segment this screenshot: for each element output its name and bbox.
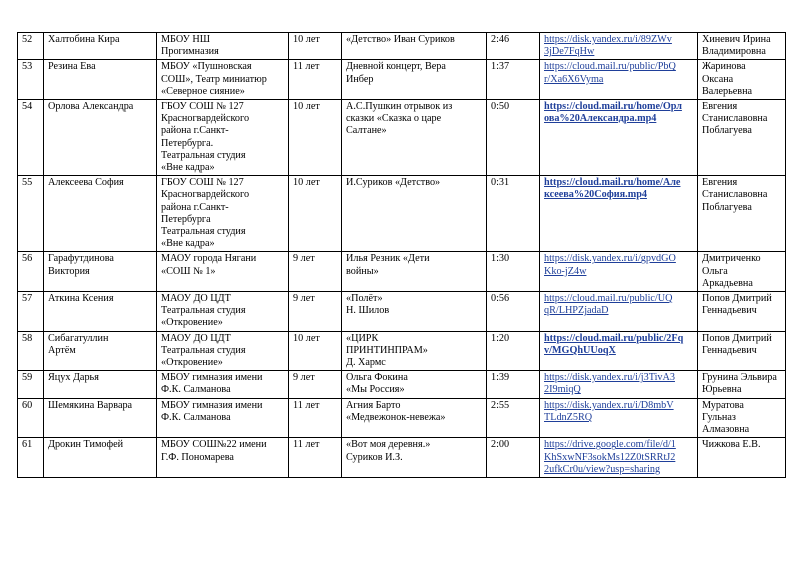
video-link[interactable]: https://cloud.mail.ru/public/2Fq v/MGQhUUoqX (544, 332, 684, 356)
work-title-cell: Агния Барто «Медвежонок-невежа» (342, 398, 487, 438)
duration-cell: 1:39 (487, 371, 540, 398)
teacher-cell: Попов Дмитрий Геннадьевич (698, 331, 786, 371)
video-link-cell[interactable] (540, 60, 698, 100)
work-title-cell: Дневной концерт, Вера Инбер (342, 60, 487, 100)
age-cell: 10 лет (289, 100, 342, 176)
table-body (18, 33, 786, 478)
row-number-cell: 58 (18, 331, 44, 371)
video-link[interactable]: https://cloud.mail.ru/public/UQ qR/LHPZjadaD (544, 293, 673, 317)
teacher-cell: Муратова Гульназ Алмазовна (698, 398, 786, 438)
table-row (18, 60, 786, 100)
school-cell: МБОУ СОШ№22 имени Г.Ф. Пономарева (157, 438, 289, 478)
participant-name-cell: Аткина Ксения (44, 292, 157, 332)
work-title-cell: «Вот моя деревня.» Суриков И.З. (342, 438, 487, 478)
duration-cell: 2:55 (487, 398, 540, 438)
video-link-cell[interactable] (540, 176, 698, 252)
participants-table (17, 32, 786, 478)
table-row (18, 176, 786, 252)
row-number-cell: 59 (18, 371, 44, 398)
teacher-cell: Грунина Эльвира Юрьевна (698, 371, 786, 398)
participant-name-cell: Алексеева София (44, 176, 157, 252)
video-link-cell[interactable] (540, 252, 698, 292)
work-title-cell: И.Суриков «Детство» (342, 176, 487, 252)
teacher-cell: Жаринова Оксана Валерьевна (698, 60, 786, 100)
age-cell: 11 лет (289, 398, 342, 438)
work-title-cell: А.С.Пушкин отрывок из сказки «Сказка о царе Салтане» (342, 100, 487, 176)
work-title-cell: Ольга Фокина «Мы Россия» (342, 371, 487, 398)
participant-name-cell: Дрокин Тимофей (44, 438, 157, 478)
age-cell: 9 лет (289, 292, 342, 332)
school-cell: МБОУ НШ Прогимназия (157, 33, 289, 60)
video-link[interactable]: https://cloud.mail.ru/home/Але ксеева%20София.mp4 (544, 177, 681, 201)
age-cell: 9 лет (289, 371, 342, 398)
age-cell: 10 лет (289, 33, 342, 60)
teacher-cell: Чижкова Е.В. (698, 438, 786, 478)
duration-cell: 1:30 (487, 252, 540, 292)
school-cell: МАОУ ДО ЦДТ Театральная студия «Откровение» (157, 292, 289, 332)
row-number-cell: 56 (18, 252, 44, 292)
row-number-cell: 55 (18, 176, 44, 252)
work-title-cell: Илья Резник «Дети войны» (342, 252, 487, 292)
age-cell: 11 лет (289, 438, 342, 478)
age-cell: 10 лет (289, 331, 342, 371)
work-title-cell: «ЦИРК ПРИНТИНПРАМ» Д. Хармс (342, 331, 487, 371)
video-link-cell[interactable] (540, 371, 698, 398)
table-row (18, 292, 786, 332)
table-row (18, 331, 786, 371)
teacher-cell: Евгения Станиславовна Поблагуева (698, 176, 786, 252)
row-number-cell: 60 (18, 398, 44, 438)
participant-name-cell: Яцух Дарья (44, 371, 157, 398)
video-link[interactable]: https://cloud.mail.ru/home/Орл ова%20Александра.mp4 (544, 101, 682, 125)
duration-cell: 1:37 (487, 60, 540, 100)
teacher-cell: Попов Дмитрий Геннадьевич (698, 292, 786, 332)
school-cell: МАОУ города Нягани «СОШ № 1» (157, 252, 289, 292)
school-cell: МБОУ гимназия имени Ф.К. Салманова (157, 371, 289, 398)
participant-name-cell: Сибагатуллин Артём (44, 331, 157, 371)
age-cell: 10 лет (289, 176, 342, 252)
table-row (18, 100, 786, 176)
work-title-cell: «Полёт» Н. Шилов (342, 292, 487, 332)
duration-cell: 0:50 (487, 100, 540, 176)
table-row (18, 371, 786, 398)
work-title-cell: «Детство» Иван Суриков (342, 33, 487, 60)
participant-name-cell: Резина Ева (44, 60, 157, 100)
duration-cell: 2:00 (487, 438, 540, 478)
video-link[interactable]: https://disk.yandex.ru/i/89ZWv 3jDe7FqHw (544, 34, 672, 58)
participant-name-cell: Шемякина Варвара (44, 398, 157, 438)
duration-cell: 0:56 (487, 292, 540, 332)
video-link-cell[interactable] (540, 33, 698, 60)
video-link[interactable]: https://cloud.mail.ru/public/PbQ r/Xa6X6Vyma (544, 61, 676, 85)
participant-name-cell: Халтобина Кира (44, 33, 157, 60)
table-row (18, 398, 786, 438)
row-number-cell: 54 (18, 100, 44, 176)
age-cell: 11 лет (289, 60, 342, 100)
school-cell: ГБОУ СОШ № 127 Красногвардейского района г.Санкт- Петербурга Театральная студия «Вне кадра» (157, 176, 289, 252)
teacher-cell: Хиневич Ирина Владимировна (698, 33, 786, 60)
video-link-cell[interactable] (540, 398, 698, 438)
video-link[interactable]: https://disk.yandex.ru/i/D8mbV TLdnZ5RQ (544, 399, 674, 423)
duration-cell: 0:31 (487, 176, 540, 252)
row-number-cell: 61 (18, 438, 44, 478)
video-link-cell[interactable] (540, 292, 698, 332)
school-cell: МБОУ «Пушновская СОШ», Театр миниатюр «Северное сияние» (157, 60, 289, 100)
video-link-cell[interactable] (540, 100, 698, 176)
video-link-cell[interactable] (540, 438, 698, 478)
video-link-cell[interactable] (540, 331, 698, 371)
age-cell: 9 лет (289, 252, 342, 292)
school-cell: ГБОУ СОШ № 127 Красногвардейского района г.Санкт- Петербурга. Театральная студия «Вне кадра» (157, 100, 289, 176)
video-link[interactable]: https://disk.yandex.ru/i/j3TivA3 2I9miqQ (544, 372, 675, 396)
row-number-cell: 53 (18, 60, 44, 100)
table-row (18, 252, 786, 292)
row-number-cell: 52 (18, 33, 44, 60)
table-row (18, 438, 786, 478)
table-row (18, 33, 786, 60)
school-cell: МАОУ ДО ЦДТ Театральная студия «Откровение» (157, 331, 289, 371)
row-number-cell: 57 (18, 292, 44, 332)
participant-name-cell: Орлова Александра (44, 100, 157, 176)
teacher-cell: Евгения Станиславовна Поблагуева (698, 100, 786, 176)
teacher-cell: Дмитриченко Ольга Аркадьевна (698, 252, 786, 292)
duration-cell: 1:20 (487, 331, 540, 371)
duration-cell: 2:46 (487, 33, 540, 60)
video-link[interactable]: https://drive.google.com/file/d/1 KhSxwNF3sokMs12Z0tSRRtJ2 2ufkCr0u/view?usp=sharing (544, 439, 676, 475)
school-cell: МБОУ гимназия имени Ф.К. Салманова (157, 398, 289, 438)
video-link[interactable]: https://disk.yandex.ru/i/gpvdGO Kko-jZ4w (544, 253, 676, 277)
participant-name-cell: Гарафутдинова Виктория (44, 252, 157, 292)
